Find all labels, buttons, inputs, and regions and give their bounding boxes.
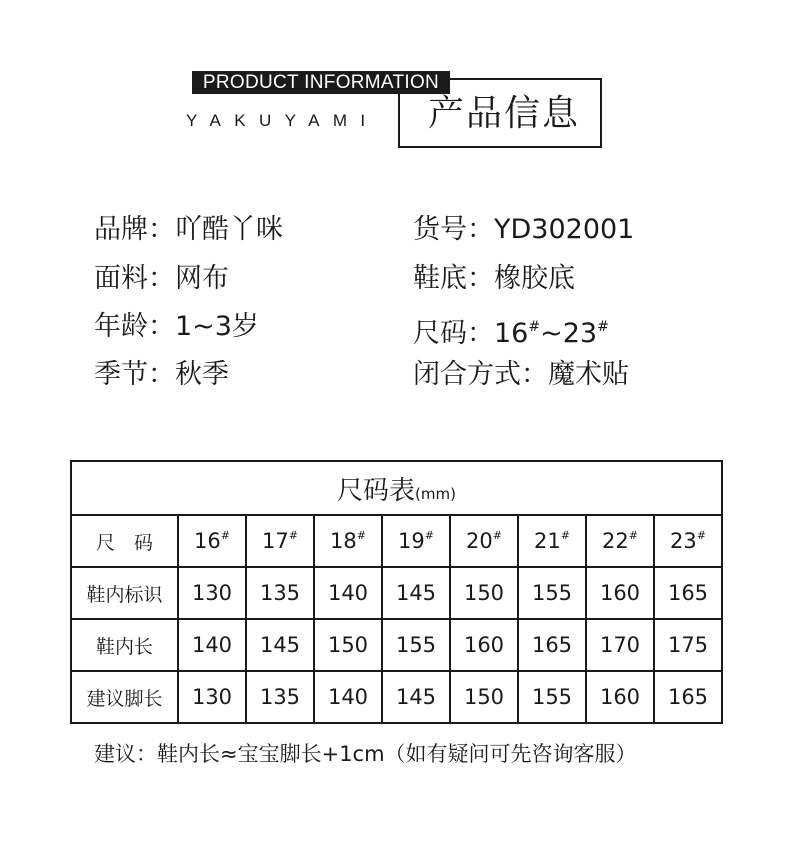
size-mark: # <box>560 529 570 542</box>
table-cell: 165 <box>654 671 722 723</box>
size-chart-title-text: 尺码表 <box>337 475 416 506</box>
size-chart-table <box>70 460 723 724</box>
info-item-number-label: 货号： <box>413 214 494 245</box>
table-row-foot-length <box>71 671 722 723</box>
size-header-cell <box>518 515 586 567</box>
info-closure <box>413 357 629 393</box>
info-fabric-label: 面料： <box>94 263 175 294</box>
info-closure-label: 闭合方式： <box>413 359 548 390</box>
table-size-row <box>71 515 722 567</box>
info-size-from: 16 <box>494 318 529 349</box>
info-size-separator: ~ <box>540 318 563 349</box>
info-fabric <box>94 261 229 297</box>
table-cell: 145 <box>246 619 314 671</box>
size-mark: # <box>424 529 434 542</box>
size-header-cell <box>586 515 654 567</box>
table-cell: 130 <box>178 567 246 619</box>
size-number: 20 <box>466 529 493 553</box>
size-mark: # <box>628 529 638 542</box>
row-header: 建议脚长 <box>71 671 178 723</box>
table-row-shoe-label <box>71 567 722 619</box>
info-closure-value: 魔术贴 <box>548 359 629 390</box>
table-cell: 160 <box>586 567 654 619</box>
size-number: 18 <box>330 529 357 553</box>
size-header-cell <box>246 515 314 567</box>
page-title: 产品信息 <box>428 93 581 134</box>
table-cell: 175 <box>654 619 722 671</box>
table-cell: 135 <box>246 671 314 723</box>
size-header-cell <box>178 515 246 567</box>
table-cell: 150 <box>450 671 518 723</box>
size-chart-unit: (mm) <box>415 484 456 503</box>
table-cell: 145 <box>382 671 450 723</box>
table-cell: 130 <box>178 671 246 723</box>
table-title-row <box>71 461 722 515</box>
info-size-label: 尺码： <box>413 318 494 349</box>
info-age <box>94 309 259 345</box>
size-number: 17 <box>262 529 289 553</box>
brand-wordmark: YAKUYAMI <box>186 111 379 130</box>
table-cell: 170 <box>586 619 654 671</box>
row-header: 鞋内标识 <box>71 567 178 619</box>
info-size-from-mark: # <box>528 319 541 335</box>
info-sole-value: 橡胶底 <box>494 263 575 294</box>
row-header: 鞋内长 <box>71 619 178 671</box>
size-header-cell <box>450 515 518 567</box>
info-season-value: 秋季 <box>175 359 229 390</box>
table-cell: 165 <box>518 619 586 671</box>
table-cell: 150 <box>450 567 518 619</box>
info-brand <box>94 212 283 248</box>
size-number: 22 <box>602 529 629 553</box>
size-mark: # <box>356 529 366 542</box>
size-header-cell <box>382 515 450 567</box>
info-age-value: 1~3岁 <box>175 311 259 342</box>
table-cell: 150 <box>314 619 382 671</box>
info-brand-label: 品牌： <box>94 214 175 245</box>
size-chart-title <box>71 461 722 515</box>
table-cell: 160 <box>450 619 518 671</box>
info-sole-label: 鞋底： <box>413 263 494 294</box>
info-age-label: 年龄： <box>94 311 175 342</box>
table-cell: 165 <box>654 567 722 619</box>
size-header-cell <box>314 515 382 567</box>
fit-advice-note: 建议：鞋内长≈宝宝脚长+1cm（如有疑问可先咨询客服） <box>94 742 637 766</box>
info-size-to: 23 <box>562 318 598 349</box>
size-number: 19 <box>398 529 425 553</box>
size-mark: # <box>288 529 298 542</box>
product-information-band: PRODUCT INFORMATION <box>192 71 450 94</box>
size-mark: # <box>492 529 502 542</box>
table-cell: 155 <box>382 619 450 671</box>
info-season <box>94 357 229 393</box>
table-cell: 155 <box>518 567 586 619</box>
size-number: 16 <box>194 529 221 553</box>
size-number: 21 <box>534 529 561 553</box>
size-mark: # <box>696 529 706 542</box>
table-cell: 135 <box>246 567 314 619</box>
size-number: 23 <box>670 529 697 553</box>
table-cell: 160 <box>586 671 654 723</box>
info-item-number-value: YD302001 <box>494 214 635 245</box>
info-brand-value: 吖酷丫咪 <box>175 214 283 245</box>
table-cell: 140 <box>314 671 382 723</box>
info-size <box>413 309 609 352</box>
table-row-inner-length <box>71 619 722 671</box>
table-cell: 145 <box>382 567 450 619</box>
info-size-to-mark: # <box>597 319 609 335</box>
info-item-number <box>413 212 634 248</box>
size-mark: # <box>220 529 230 542</box>
table-cell: 140 <box>314 567 382 619</box>
info-fabric-value: 网布 <box>175 263 229 294</box>
info-season-label: 季节： <box>94 359 175 390</box>
size-row-header: 尺 码 <box>71 515 178 567</box>
table-cell: 155 <box>518 671 586 723</box>
info-sole <box>413 261 575 297</box>
table-cell: 140 <box>178 619 246 671</box>
size-header-cell <box>654 515 722 567</box>
